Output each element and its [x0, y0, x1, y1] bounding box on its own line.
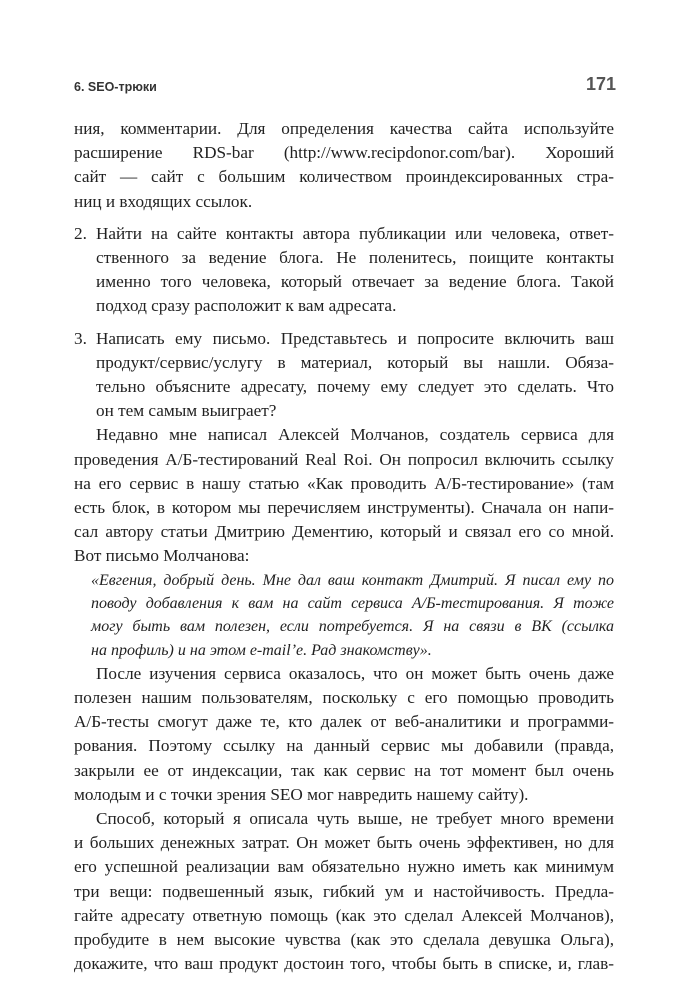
- text-line: ственного за ведение блога. Не поленитесь, поищите контакты: [96, 248, 614, 268]
- text-line: А/Б-тесты смогут даже те, кто далек от веб-аналитики и программи-: [74, 712, 614, 732]
- text-line: продукт/сервис/услугу в материал, который вы нашли. Обяза-: [96, 352, 614, 372]
- paragraph: [74, 807, 614, 976]
- text-line: проведения А/Б-тестирований Real Roi. Он попросил включить ссылку: [74, 449, 614, 469]
- text-line: ния, комментарии. Для определения качества сайта используйте: [74, 119, 614, 138]
- text-line: тельно объясните адресату, почему ему следует это сделать. Что: [96, 377, 614, 397]
- quote-line: поводу добавления к вам на сайт сервиса А/Б-тестирования. Я тоже: [91, 594, 614, 612]
- text-line: рования. Поэтому ссылку на данный сервис мы добавили (правда,: [74, 736, 614, 756]
- text-line: закрыли ее от индексации, так как сервис на тот момент был очень: [74, 760, 614, 780]
- text-line: именно того человека, который отвечает за ведение блога. Такой: [96, 272, 614, 292]
- text-line: молодым и с точки зрения SEO мог навредить нашему сайту).: [74, 784, 529, 804]
- letter-quote: [74, 569, 614, 662]
- running-head: 6. SEO-трюки: [74, 80, 157, 94]
- text-line: После изучения сервиса оказалось, что он может быть очень даже: [96, 663, 614, 683]
- text-line: он тем самым выиграет?: [96, 401, 277, 421]
- text-line: три вещи: подвешенный язык, гибкий ум и настойчивость. Предла-: [74, 881, 614, 901]
- page-number: 171: [585, 74, 616, 94]
- text-line: Написать ему письмо. Представьтесь и попросите включить ваш: [96, 328, 614, 348]
- list-item-continuation: [74, 117, 614, 214]
- text-line: расширение RDS-bar (http://www.recipdonor.com/bar). Хороший: [74, 143, 614, 163]
- list-item: [74, 327, 614, 424]
- page-header: [74, 74, 616, 100]
- text-line: докажите, что ваш продукт достоин того, чтобы быть в списке, и, глав-: [74, 954, 614, 974]
- list-number: 2.: [74, 223, 87, 243]
- text-line: на его сервис в нашу статью «Как проводить А/Б-тестирование» (там: [74, 473, 614, 493]
- quote-line: «Евгения, добрый день. Мне дал ваш контакт Дмитрий. Я писал ему по: [91, 571, 614, 589]
- paragraph: [74, 662, 614, 807]
- text-line: сайт — сайт с большим количеством проиндексированных стра-: [74, 167, 614, 187]
- text-line: сал автору статьи Дмитрию Дементию, который и связал его со мной.: [74, 522, 614, 542]
- text-line: гайте адресату ответную помощь (как это сделал Алексей Молчанов),: [74, 905, 614, 925]
- text-line: его успешной реализации вам обязательно нужно иметь как минимум: [74, 857, 614, 877]
- text-line: полезен нашим пользователям, поскольку с его помощью проводить: [74, 688, 614, 708]
- text-line: ниц и входящих ссылок.: [74, 191, 253, 211]
- text-line: пробудите в нем высокие чувства (как это сделала девушка Ольга),: [74, 930, 614, 950]
- text-line: есть блок, в котором мы перечисляем инструменты). Сначала он напи-: [74, 498, 614, 518]
- page-body: [74, 117, 614, 976]
- paragraph: [74, 423, 614, 568]
- text-line: подход сразу расположит к вам адресата.: [96, 296, 397, 316]
- text-line: Способ, который я описала чуть выше, не требует много времени: [96, 809, 614, 829]
- list-number: 3.: [74, 328, 87, 348]
- text-line: и больших денежных затрат. Он может быть очень эффективен, но для: [74, 833, 614, 853]
- text-line: Вот письмо Молчанова:: [74, 546, 250, 566]
- text-line: Недавно мне написал Алексей Молчанов, создатель сервиса для: [96, 425, 614, 445]
- quote-line: на профиль) и на этом e-mail’е. Рад знакомству».: [91, 641, 432, 659]
- text-line: Найти на сайте контакты автора публикации или человека, ответ-: [96, 223, 614, 243]
- list-item: [74, 222, 614, 319]
- quote-line: могу быть вам полезен, если потребуется. Я на связи в ВК (ссылка: [91, 618, 614, 636]
